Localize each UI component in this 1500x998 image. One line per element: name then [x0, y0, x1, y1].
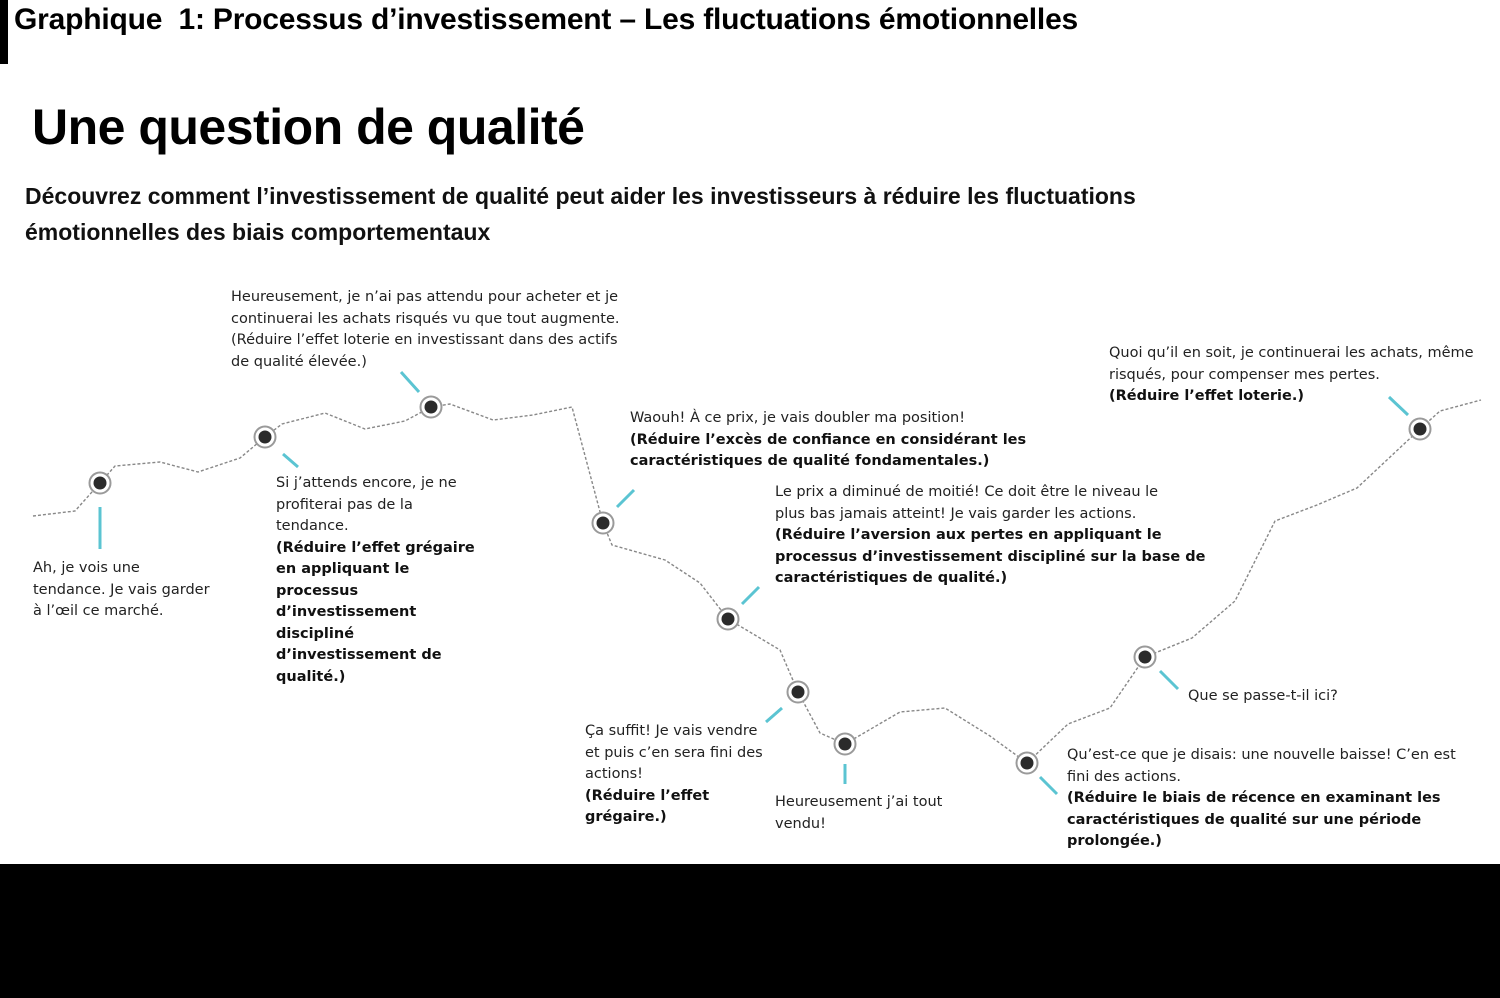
annotation-text: continuerai les achats risqués vu que tout augmente.	[231, 310, 620, 327]
slide-title: Une question de qualité	[32, 99, 585, 155]
annotation-text: plus bas jamais atteint! Je vais garder les actions.	[775, 505, 1137, 522]
annotation-bias-note: caractéristiques de qualité fondamentales.)	[630, 453, 990, 469]
annotation-7	[775, 792, 942, 835]
annotation-bias-note: (Réduire l’effet grégaire	[276, 539, 475, 556]
annotation-text: fini des actions.	[1067, 768, 1182, 785]
annotation-bias-note: grégaire.)	[585, 809, 667, 825]
annotation-text: Heureusement, je n’ai pas attendu pour acheter et je	[231, 289, 619, 305]
annotation-text: Qu’est-ce que je disais: une nouvelle baisse! C’en est	[1067, 747, 1456, 763]
marker-dot-icon	[718, 609, 739, 630]
marker-dot-icon	[421, 397, 442, 418]
annotation-bias-note: caractéristiques de qualité.)	[775, 570, 1008, 586]
callout-connector	[766, 708, 782, 722]
annotation-text: Quoi qu’il en soit, je continuerai les achats, même	[1109, 345, 1474, 361]
annotation-bias-note: en appliquant le	[276, 561, 410, 577]
annotation-6	[585, 721, 763, 829]
annotation-text: Waouh! À ce prix, je vais doubler ma position!	[630, 410, 966, 426]
annotation-bias-note: (Réduire l’effet loterie.)	[1109, 388, 1304, 404]
callout-connector	[742, 587, 759, 604]
annotation-4	[630, 408, 1026, 473]
marker-dot-icon	[1410, 419, 1431, 440]
annotation-bias-note: d’investissement	[276, 604, 417, 620]
annotation-text: de qualité élevée.)	[231, 353, 367, 370]
annotation-text: Le prix a diminué de moitié! Ce doit être le niveau le	[775, 484, 1159, 500]
annotation-8	[1067, 745, 1456, 853]
annotation-text: Ah, je vois une	[33, 560, 140, 576]
annotation-1	[33, 558, 210, 623]
annotation-bias-note: (Réduire l’excès de confiance en considérant les	[630, 431, 1027, 448]
annotation-text: actions!	[585, 766, 643, 782]
annotation-bias-note: (Réduire l’aversion aux pertes en appliquant le	[775, 527, 1162, 543]
annotation-text: tendance.	[276, 518, 349, 534]
annotation-5	[775, 482, 1205, 590]
annotation-text: et puis c’en sera fini des	[585, 744, 763, 761]
marker-dot-icon	[1017, 753, 1038, 774]
annotation-bias-note: (Réduire l’effet	[585, 787, 710, 804]
callout-connector	[617, 490, 634, 507]
annotation-text: Que se passe-t-il ici?	[1188, 688, 1338, 704]
marker-dot-icon	[593, 513, 614, 534]
annotation-10	[1109, 343, 1474, 408]
annotation-bias-note: processus d’investissement discipliné sur la base de	[775, 548, 1206, 565]
annotation-bias-note: discipliné	[276, 625, 355, 642]
marker-dot-icon	[788, 682, 809, 703]
annotation-text: à l’œil ce marché.	[33, 603, 164, 619]
annotation-2	[276, 473, 475, 688]
annotation-bias-note: processus	[276, 582, 359, 599]
marker-dot-icon	[1135, 647, 1156, 668]
slide-subtitle: Découvrez comment l’investissement de qualité peut aider les investisseurs à réduire les fluctuations émotionnelles des biais comportementaux	[25, 183, 1136, 245]
annotation-9	[1188, 686, 1338, 708]
annotation-bias-note: d’investissement de	[276, 647, 442, 663]
marker-dot-icon	[835, 734, 856, 755]
callout-connector	[283, 454, 298, 467]
annotation-bias-note: qualité.)	[276, 668, 346, 685]
annotation-text: (Réduire l’effet loterie en investissant dans des actifs	[231, 332, 618, 348]
annotation-3	[231, 287, 620, 373]
annotation-bias-note: prolongée.)	[1067, 833, 1162, 849]
annotation-text: Si j’attends encore, je ne	[276, 475, 457, 491]
callout-connector	[1160, 671, 1178, 689]
marker-dot-icon	[90, 473, 111, 494]
annotation-bias-note: caractéristiques de qualité sur une période	[1067, 811, 1422, 828]
callout-connector	[401, 372, 419, 392]
annotation-bias-note: (Réduire le biais de récence en examinant les	[1067, 790, 1441, 806]
annotation-text: tendance. Je vais garder	[33, 581, 210, 598]
annotation-text: Heureusement j’ai tout	[775, 794, 943, 810]
annotation-text: risqués, pour compenser mes pertes.	[1109, 366, 1380, 383]
annotation-text: profiterai pas de la	[276, 496, 413, 513]
figure-title: Graphique 1: Processus d’investissement – Les fluctuations émotionnelles	[14, 3, 1079, 36]
marker-dot-icon	[255, 427, 276, 448]
annotation-text: Ça suffit! Je vais vendre	[585, 723, 758, 739]
callout-connector	[1040, 777, 1057, 794]
annotation-text: vendu!	[775, 815, 826, 832]
footer-black-band	[0, 864, 1500, 998]
